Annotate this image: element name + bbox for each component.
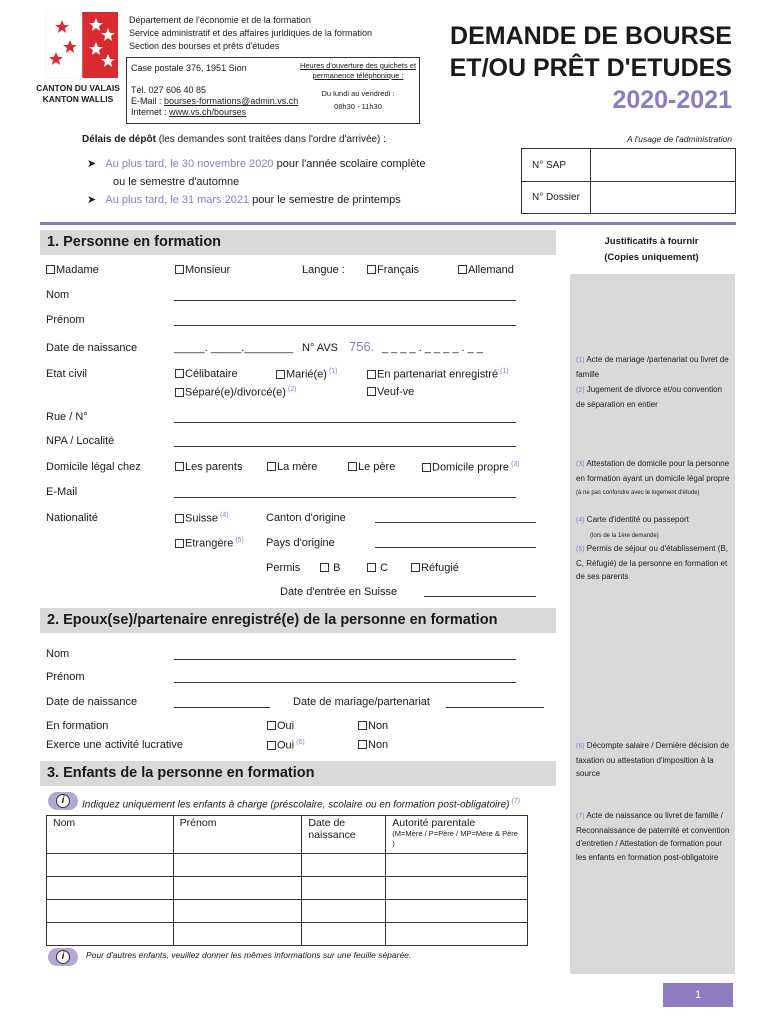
spouse-nom-field[interactable] bbox=[174, 659, 516, 660]
arrow-icon: ➤ bbox=[87, 158, 97, 170]
etrangere-checkbox[interactable]: Etrangère $^{(5)}$ bbox=[175, 537, 244, 550]
monsieur-checkbox[interactable]: Monsieur bbox=[175, 264, 230, 276]
date-entree-label: Date d'entrée en Suisse bbox=[280, 586, 398, 598]
email-link[interactable]: bourses-formations@admin.vs.ch bbox=[164, 96, 299, 106]
children-info-text: Indiquez uniquement les enfants à charge (préscolaire, scolaire ou en formation post-obligatoire) $^{(7)}$ bbox=[82, 798, 521, 811]
spouse-mariage-field[interactable] bbox=[446, 707, 544, 708]
canton-origine-label: Canton d'origine bbox=[266, 512, 346, 524]
francais-checkbox[interactable]: Français bbox=[367, 264, 419, 276]
table-row[interactable] bbox=[47, 900, 528, 923]
canton-name-fr: CANTON DU VALAIS bbox=[36, 83, 120, 93]
children-table bbox=[46, 815, 528, 946]
section2-header bbox=[40, 608, 556, 633]
section2-title: 2. Epoux(se)/partenaire enregistré(e) de la personne en formation bbox=[47, 612, 498, 628]
spouse-naissance-field[interactable] bbox=[174, 707, 270, 708]
deadline-autumn-date: Au plus tard, le 30 novembre 2020 bbox=[105, 158, 274, 170]
opening-times: 08h30 - 11h30 bbox=[334, 102, 382, 111]
canton-origine-field[interactable] bbox=[375, 522, 536, 523]
date-entree-field[interactable] bbox=[424, 596, 536, 597]
department-name: Département de l'économie et de la formation bbox=[129, 15, 311, 25]
madame-checkbox[interactable]: Madame bbox=[46, 264, 99, 276]
npa-field[interactable] bbox=[174, 446, 516, 447]
npa-label: NPA / Localité bbox=[46, 435, 115, 447]
prenom-field[interactable] bbox=[174, 325, 516, 326]
naissance-label: Date de naissance bbox=[46, 342, 138, 354]
nationalite-label: Nationalité bbox=[46, 512, 98, 524]
rue-label: Rue / N° bbox=[46, 411, 88, 423]
section3-header bbox=[40, 761, 556, 786]
canton-name-de: KANTON WALLIS bbox=[42, 94, 114, 104]
deadline-autumn-text2: ou le semestre d'automne bbox=[113, 176, 240, 188]
section3-title: 3. Enfants de la personne en formation bbox=[47, 765, 315, 781]
note-7: (7) Acte de naissance ou livret de famille / Reconnaissance de paternité et convention d'entretien / Attestation de formation pour les enfants en formation post-obligatoire bbox=[576, 811, 730, 862]
permis-label: Permis bbox=[266, 562, 301, 574]
header-divider bbox=[40, 222, 736, 225]
note-3: (3) Attestation de domicile pour la personne en formation ayant un domicile légal propre (à ne pas confondre avec le logement d'étude) bbox=[576, 459, 730, 496]
birthdate-field[interactable]: _____. _____.________ bbox=[174, 342, 294, 354]
page-number: 1 bbox=[663, 983, 733, 1007]
phone-number: Tél. 027 606 40 85 bbox=[131, 85, 207, 95]
marie-checkbox[interactable]: Marié(e) $^{(1)}$ bbox=[276, 368, 338, 381]
prenom-label: Prénom bbox=[46, 314, 85, 326]
note-6: (6) Décompte salaire / Dernière décision de taxation ou attestation d'imposition à la source bbox=[576, 741, 730, 778]
sidebar-subtitle: (Copies uniquement) bbox=[604, 252, 699, 263]
pays-origine-field[interactable] bbox=[375, 547, 536, 548]
celibataire-checkbox[interactable]: Célibataire bbox=[175, 368, 238, 380]
note-4: (4) Carte d'identité ou passeport (lors de la 1ère demande) bbox=[576, 515, 689, 539]
suisse-checkbox[interactable]: Suisse $^{(4)}$ bbox=[175, 512, 229, 525]
section1-title: 1. Personne en formation bbox=[47, 234, 222, 250]
table-row[interactable] bbox=[47, 877, 528, 900]
partenariat-checkbox[interactable]: En partenariat enregistré $^{(1)}$ bbox=[367, 368, 509, 381]
spouse-activite-non[interactable]: Non bbox=[358, 739, 388, 751]
service-name: Service administratif et des affaires juridiques de la formation bbox=[129, 28, 372, 38]
spouse-activite-label: Exerce une activité lucrative bbox=[46, 739, 183, 751]
col-autorite: Autorité parentale (M=Mère / P=Père / MP=Mère & Père ) bbox=[386, 816, 528, 854]
email-field[interactable] bbox=[174, 497, 516, 498]
separe-checkbox[interactable]: Séparé(e)/divorcé(e) $^{(2)}$ bbox=[175, 386, 296, 399]
deadline-autumn-text: pour l'année scolaire complète bbox=[276, 158, 426, 170]
rue-field[interactable] bbox=[174, 422, 516, 423]
email-label: E-Mail bbox=[46, 486, 78, 498]
sap-label: N° SAP bbox=[532, 160, 567, 171]
mere-checkbox[interactable]: La mère bbox=[267, 461, 317, 473]
form-title-line2: ET/OU PRÊT D'ETUDES bbox=[449, 54, 732, 82]
sap-input[interactable] bbox=[592, 150, 735, 180]
refugie-checkbox[interactable]: Réfugié bbox=[411, 562, 459, 574]
avs-field[interactable]: _ _ _ _ . _ _ _ _ . _ _ bbox=[382, 342, 483, 354]
sidebar-title: Justificatifs à fournir bbox=[604, 236, 699, 247]
col-naissance: Date de naissance bbox=[302, 816, 386, 854]
pere-checkbox[interactable]: Le père bbox=[348, 461, 395, 473]
spouse-mariage-label: Date de mariage/partenariat bbox=[293, 696, 430, 708]
form-title-line1: DEMANDE DE BOURSE bbox=[450, 22, 732, 50]
opening-days: Du lundi au vendredi : bbox=[321, 89, 395, 98]
veuf-checkbox[interactable]: Veuf-ve bbox=[367, 386, 414, 398]
note-1: (1) Acte de mariage /partenariat ou livret de famille bbox=[576, 355, 729, 379]
note-2: (2) Jugement de divorce et/ou convention de séparation en entier bbox=[576, 385, 722, 409]
pays-origine-label: Pays d'origine bbox=[266, 537, 335, 549]
dossier-label: N° Dossier bbox=[532, 192, 580, 203]
arrow-icon: ➤ bbox=[87, 194, 97, 206]
spouse-prenom-field[interactable] bbox=[174, 682, 516, 683]
spouse-formation-oui[interactable]: Oui bbox=[267, 720, 294, 732]
nom-label: Nom bbox=[46, 289, 70, 301]
note-5: (5) Permis de séjour ou d'établissement (B, C, Réfugié) de la personne en formation et de ses parents bbox=[576, 544, 728, 581]
postal-address: Case postale 376, 1951 Sion bbox=[131, 63, 247, 73]
avs-label: N° AVS bbox=[302, 342, 338, 354]
spouse-prenom-label: Prénom bbox=[46, 671, 85, 683]
nom-field[interactable] bbox=[174, 300, 516, 301]
info-icon: i bbox=[48, 792, 78, 810]
deadline-spring-text: pour le semestre de printemps bbox=[252, 194, 401, 206]
spouse-formation-non[interactable]: Non bbox=[358, 720, 388, 732]
section1-header bbox=[40, 230, 556, 255]
etat-civil-label: Etat civil bbox=[46, 368, 87, 380]
internet-label: Internet : bbox=[131, 107, 167, 117]
permis-c-checkbox[interactable]: C bbox=[367, 562, 388, 574]
deadline-spring-date: Au plus tard, le 31 mars 2021 bbox=[105, 194, 250, 206]
children-footer-note: Pour d'autres enfants, veuillez donner les mêmes informations sur une feuille séparée. bbox=[86, 950, 412, 960]
table-row[interactable] bbox=[47, 923, 528, 946]
col-nom: Nom bbox=[47, 816, 174, 854]
spouse-formation-label: En formation bbox=[46, 720, 109, 732]
langue-label: Langue : bbox=[302, 264, 345, 276]
admin-box bbox=[521, 148, 736, 214]
canton-logo bbox=[40, 12, 120, 92]
dossier-input[interactable] bbox=[592, 183, 735, 213]
spouse-activite-oui[interactable]: Oui $^{(6)}$ bbox=[267, 739, 305, 752]
spouse-naissance-label: Date de naissance bbox=[46, 696, 138, 708]
spouse-nom-label: Nom bbox=[46, 648, 70, 660]
table-row[interactable] bbox=[47, 854, 528, 877]
academic-year: 2020-2021 bbox=[612, 86, 732, 114]
contact-box bbox=[126, 57, 420, 124]
domicile-propre-checkbox[interactable]: Domicile propre $^{(3)}$ bbox=[422, 461, 520, 474]
parents-checkbox[interactable]: Les parents bbox=[175, 461, 242, 473]
email-label: E-Mail : bbox=[131, 96, 162, 106]
domicile-label: Domicile légal chez bbox=[46, 461, 141, 473]
info-icon: i bbox=[48, 948, 78, 966]
avs-prefix: 756. bbox=[349, 339, 375, 354]
opening-hours-title: Heures d'ouverture des guichets et permanence téléphonique : bbox=[299, 61, 417, 80]
admin-use-label: A l'usage de l'administration bbox=[627, 134, 732, 144]
col-prenom: Prénom bbox=[173, 816, 302, 854]
sidebar-panel bbox=[570, 274, 735, 974]
deadline-note: (les demandes sont traitées dans l'ordre d'arrivée) : bbox=[158, 134, 386, 145]
permis-b-checkbox[interactable]: B bbox=[320, 562, 340, 574]
deadline-title: Délais de dépôt bbox=[82, 134, 156, 145]
sidebar-header bbox=[568, 230, 735, 272]
section-name: Section des bourses et prêts d'études bbox=[129, 41, 280, 51]
website-link[interactable]: www.vs.ch/bourses bbox=[169, 107, 247, 117]
allemand-checkbox[interactable]: Allemand bbox=[458, 264, 514, 276]
